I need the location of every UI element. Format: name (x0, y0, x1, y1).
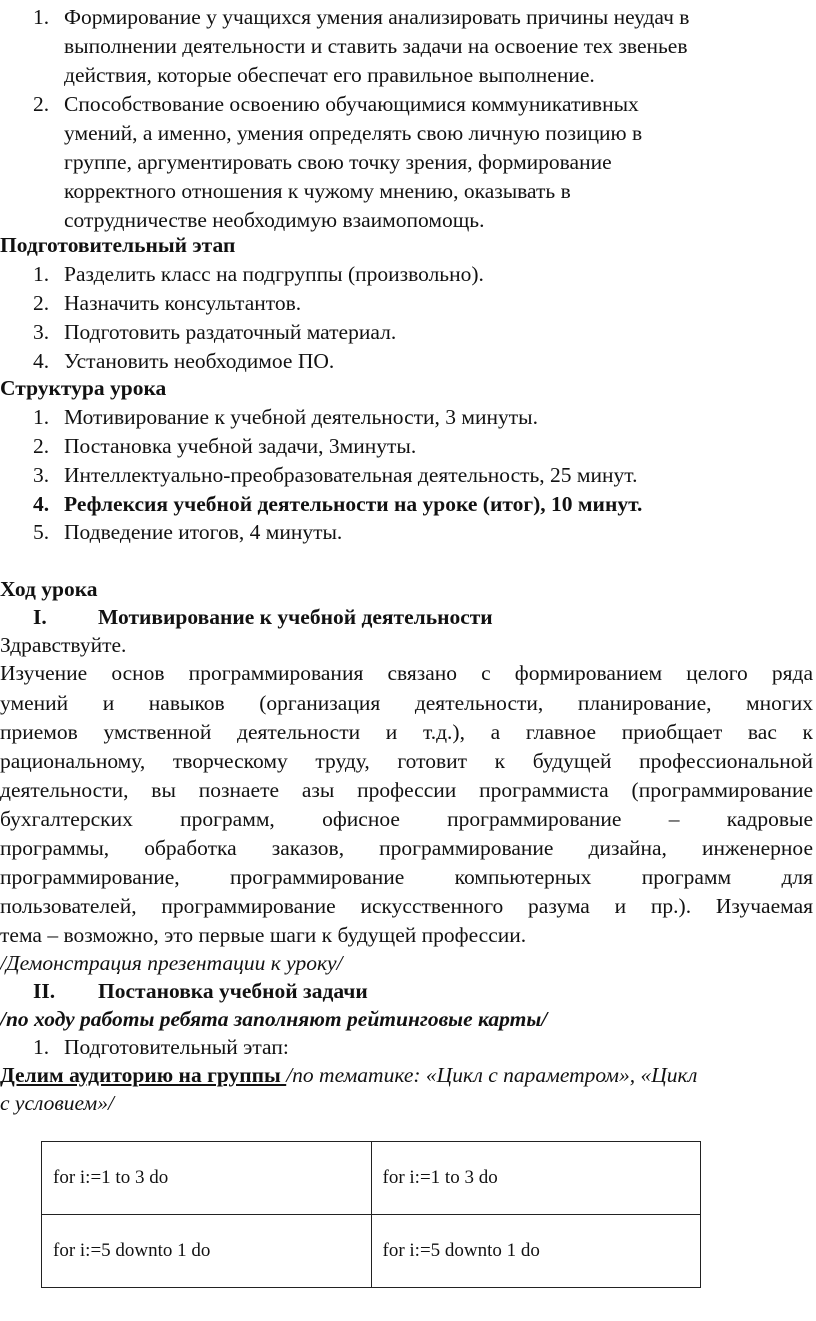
structure-item-number: 3. (33, 463, 50, 487)
goal-text-line: Формирование у учащихся умения анализировать причины неудач в (64, 5, 690, 29)
stage-number: 1. (33, 1035, 50, 1059)
section-title: Мотивирование к учебной деятельности (98, 605, 493, 629)
prep-item-number: 3. (33, 320, 50, 344)
prep-item-number: 2. (33, 291, 50, 315)
table-row (42, 1142, 701, 1215)
section-numeral: I. (33, 605, 47, 629)
structure-item: Постановка учебной задачи, 3минуты. (64, 434, 417, 458)
table-cell: for i:=1 to 3 do (42, 1142, 372, 1215)
structure-item-number: 2. (33, 434, 50, 458)
paragraph-line: умений и навыков (организация деятельности, планирование, многих (0, 691, 813, 715)
paragraph-line: программирование, программирование компьютерных программ для (0, 865, 813, 889)
table-cell: for i:=1 to 3 do (371, 1142, 701, 1215)
greeting-text: Здравствуйте. (0, 633, 127, 657)
paragraph-line: приемов умственной деятельности и т.д.), а главное приобщает вас к (0, 720, 813, 744)
table-cell: for i:=5 downto 1 do (42, 1215, 372, 1288)
goal-text-line: действия, которые обеспечат его правильное выполнение. (64, 63, 595, 87)
divide-note: /по тематике: «Цикл с параметром», «Цикл (286, 1063, 698, 1087)
section-numeral: II. (33, 979, 56, 1003)
divide-note-continued: с условием»/ (0, 1091, 114, 1115)
prep-item-number: 1. (33, 262, 50, 286)
goal-number: 2. (33, 92, 50, 116)
goal-text-line: выполнении деятельности и ставить задачи на освоение тех звеньев (64, 34, 688, 58)
paragraph-line: бухгалтерских программ, офисное программирование – кадровые (0, 807, 813, 831)
prep-item: Назначить консультантов. (64, 291, 302, 315)
goal-text-line: умений, а именно, умения определять свою личную позицию в (64, 121, 643, 145)
paragraph-line: тема – возможно, это первые шаги к будущей профессии. (0, 923, 527, 947)
prep-item: Подготовить раздаточный материал. (64, 320, 397, 344)
prep-item: Установить необходимое ПО. (64, 349, 335, 373)
goal-text-line: Способствование освоению обучающимися коммуникативных (64, 92, 639, 116)
goal-text-line: корректного отношения к чужому мнению, оказывать в (64, 179, 571, 203)
structure-item-number: 1. (33, 405, 50, 429)
structure-item-bold: Рефлексия учебной деятельности на уроке (итог), 10 минут. (64, 492, 643, 516)
paragraph-line: рациональному, творческому труду, готовит к будущей профессиональной (0, 749, 813, 773)
paragraph-line: пользователей, программирование искусственного разума и пр.). Изучаемая (0, 894, 813, 918)
table-cell: for i:=5 downto 1 do (371, 1215, 701, 1288)
structure-item: Подведение итогов, 4 минуты. (64, 520, 343, 544)
paragraph-line: программы, обработка заказов, программирование дизайна, инженерное (0, 836, 813, 860)
goal-text-line: группе, аргументировать свою точку зрения, формирование (64, 150, 612, 174)
goal-text-line: сотрудничестве необходимую взаимопомощь. (64, 208, 485, 232)
loop-table (41, 1141, 701, 1288)
demo-note: /Демонстрация презентации к уроку/ (0, 951, 343, 975)
paragraph-line: деятельности, вы познаете азы профессии программиста (программирование (0, 778, 813, 802)
structure-item-number: 5. (33, 520, 50, 544)
goal-number: 1. (33, 5, 50, 29)
rating-note: /по ходу работы ребята заполняют рейтинговые карты/ (0, 1007, 548, 1031)
structure-item-number: 4. (33, 492, 50, 516)
lesson-heading: Ход урока (0, 577, 98, 601)
divide-label: Делим аудиторию на группы (0, 1063, 287, 1087)
stage-text: Подготовительный этап: (64, 1035, 289, 1059)
structure-item: Мотивирование к учебной деятельности, 3 минуты. (64, 405, 538, 429)
prep-heading: Подготовительный этап (0, 233, 236, 257)
structure-heading: Структура урока (0, 376, 167, 400)
structure-item: Интеллектуально-преобразовательная деятельность, 25 минут. (64, 463, 638, 487)
prep-item-number: 4. (33, 349, 50, 373)
divide-line (0, 1061, 697, 1090)
paragraph-line: Изучение основ программирования связано с формированием целого ряда (0, 661, 813, 685)
section-title: Постановка учебной задачи (98, 979, 368, 1003)
table-row (42, 1215, 701, 1288)
prep-item: Разделить класс на подгруппы (произвольно). (64, 262, 484, 286)
